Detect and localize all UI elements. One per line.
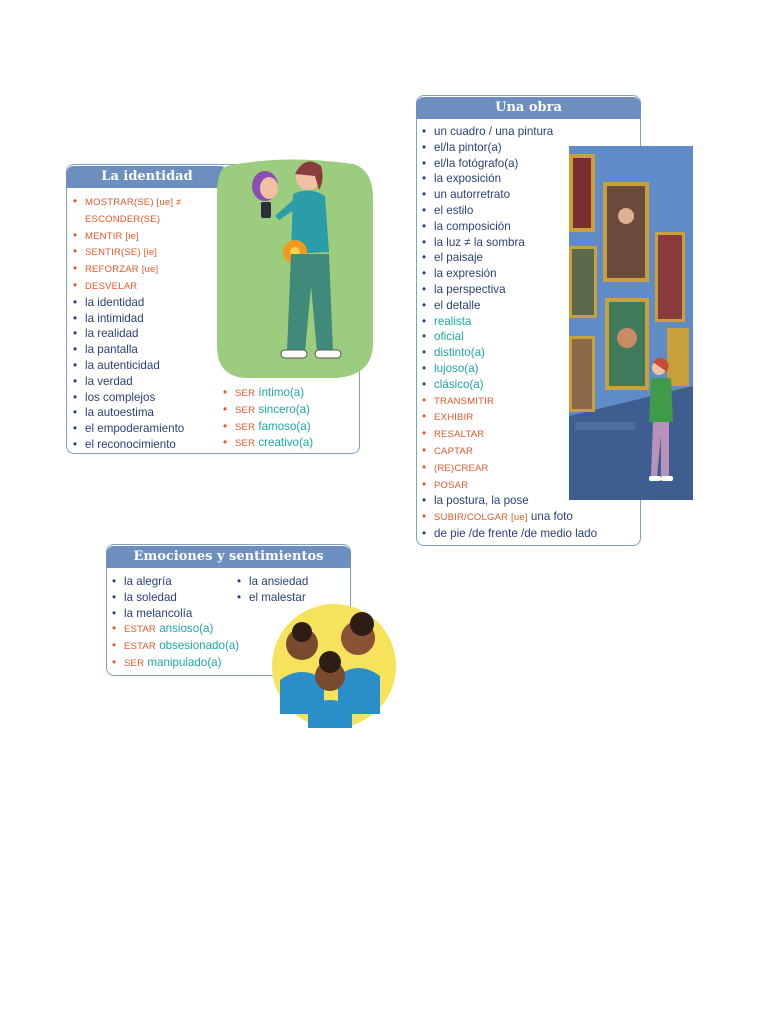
list-item: • el empoderamiento (73, 421, 184, 437)
list-item: • el malestar (237, 590, 308, 606)
list-item: • la soledad (112, 590, 239, 606)
list-item: • el estilo (422, 203, 597, 219)
list-item: • el paisaje (422, 250, 597, 266)
list-item: • SER manipulado(a) (112, 655, 239, 672)
list-item: • la pantalla (73, 342, 184, 358)
list-item: • la autenticidad (73, 358, 184, 374)
list-item: • el/la pintor(a) (422, 140, 597, 156)
list-item: • SENTIR(SE) [ie] (73, 244, 184, 261)
identidad-title: La identidad (66, 166, 228, 188)
list-item: • TRANSMITIR (422, 393, 597, 410)
list-item: • la verdad (73, 374, 184, 390)
list-item: • lujoso(a) (422, 361, 597, 377)
list-item: • CAPTAR (422, 443, 597, 460)
list-item: • POSAR (422, 477, 597, 494)
list-item: • la postura, la pose (422, 493, 597, 509)
list-item: • la alegría (112, 574, 239, 590)
list-item: • ESTAR ansioso(a) (112, 621, 239, 638)
list-item: • la realidad (73, 326, 184, 342)
list-item: • la exposición (422, 171, 597, 187)
list-item: • DESVELAR (73, 278, 184, 295)
list-item: • la luz ≠ la sombra (422, 235, 597, 251)
list-item: • los complejos (73, 390, 184, 406)
list-item: • la autoestima (73, 405, 184, 421)
list-item: • un cuadro / una pintura (422, 124, 597, 140)
list-item: • EXHIBIR (422, 409, 597, 426)
list-item: • la identidad (73, 295, 184, 311)
identidad-verb-list (73, 194, 184, 453)
emociones-col1 (112, 574, 239, 672)
obra-title: Una obra (416, 97, 641, 119)
list-item: • REFORZAR [ue] (73, 261, 184, 278)
list-item: • la melancolía (112, 606, 239, 622)
list-item: • la intimidad (73, 311, 184, 327)
list-item: • un autorretrato (422, 187, 597, 203)
list-item: • MENTIR [ie] (73, 228, 184, 245)
list-item: • SER creativo(a) (223, 435, 313, 452)
obra-list (422, 124, 597, 542)
list-item: • SUBIR/COLGAR [ue] una foto (422, 509, 597, 526)
list-item: • clásico(a) (422, 377, 597, 393)
list-item: • RESALTAR (422, 426, 597, 443)
emotions-illustration (266, 604, 400, 728)
list-item: • SER íntimo(a) (223, 385, 313, 402)
list-item: • la composición (422, 219, 597, 235)
list-item: • ESTAR obsesionado(a) (112, 638, 239, 655)
emociones-title: Emociones y sentimientos (106, 546, 351, 568)
list-item: • distinto(a) (422, 345, 597, 361)
identidad-ser-list (223, 385, 313, 452)
list-item: • realista (422, 314, 597, 330)
list-item: • el/la fotógrafo(a) (422, 156, 597, 172)
list-item: • SER sincero(a) (223, 402, 313, 419)
emociones-col2 (237, 574, 308, 606)
list-item: • de pie /de frente /de medio lado (422, 526, 597, 542)
list-item: • la ansiedad (237, 574, 308, 590)
list-item: • oficial (422, 329, 597, 345)
list-item: • (RE)CREAR (422, 460, 597, 477)
list-item: • el reconocimiento (73, 437, 184, 453)
identity-illustration (215, 156, 375, 380)
list-item: • el detalle (422, 298, 597, 314)
list-item: • MOSTRAR(SE) [ue] ≠ ESCONDER(SE) (73, 194, 184, 228)
list-item: • SER famoso(a) (223, 419, 313, 436)
list-item: • la perspectiva (422, 282, 597, 298)
list-item: • la expresión (422, 266, 597, 282)
